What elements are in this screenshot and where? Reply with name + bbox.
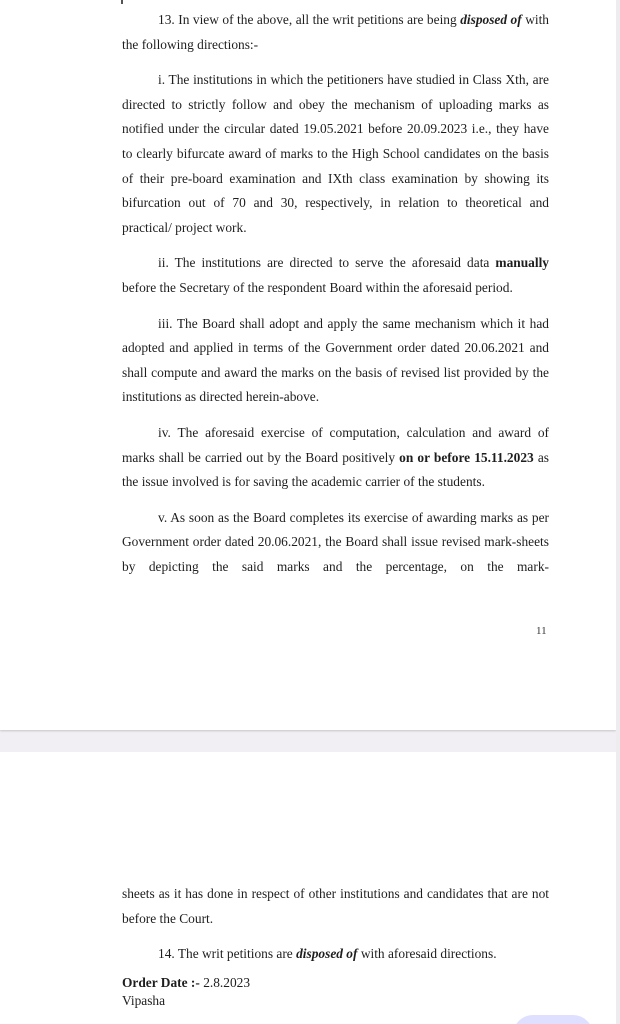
paragraph-14-suffix: with aforesaid directions. [357,946,497,962]
paragraph-14 [122,942,549,967]
floating-action-button[interactable] [513,1015,593,1024]
direction-i: i. The institutions in which the petitioners have studied in Class Xth, are directed to strictly follow and obey the mechanism of uploading marks as notified under the circular dated 19.05.2021 before 20.09.2023 i.e., they have to clearly bifurcate award of marks to the High School candidates on the basis of their pre-board examination and IXth class examination by showing its bifurcation out of 70 and 30, respectively, in relation to theoretical and practical/ project work. [122,72,549,235]
page-2-body-text [122,882,549,967]
viewer-scrollbar-track[interactable] [616,0,620,1024]
order-date-label: Order Date :- [122,975,200,990]
order-date-value: 2.8.2023 [199,975,251,990]
order-date [122,974,250,992]
paragraph-13 [122,8,549,57]
direction-ii-suffix: before the Secretary of the respondent Board within the aforesaid period. [122,279,513,295]
paragraph-13-suffix: with the following directions:- [122,12,549,52]
paragraph-14-emphasis: disposed of [296,946,358,962]
cut-off-glyph-fragment [121,0,123,4]
direction-iv-text: iv. The aforesaid exercise of computation, calculation and award of marks shall be carried out by the Board positively [122,424,549,465]
direction-v-continuation: sheets as it has done in respect of other institutions and candidates that are not before the Court. [122,886,549,926]
direction-ii [122,251,549,300]
page-body-text [122,8,549,579]
paragraph-13-text: 13. In view of the above, all the writ petitions are being [158,12,461,27]
paragraph-14-text: 14. The writ petitions are [158,946,297,962]
direction-iv [122,421,549,495]
direction-iv-suffix: as the issue involved is for saving the academic carrier of the students. [122,449,549,490]
direction-iii: iii. The Board shall adopt and apply the same mechanism which it had adopted and applied in terms of the Government order dated 20.06.2021 and shall compute and award the marks on the basis of revised list provided by the institutions as directed herein-above. [122,315,549,405]
direction-iv-emphasis: on or before 15.11.2023 [399,449,534,465]
page-number: 11 [536,625,547,637]
direction-v: v. As soon as the Board completes its exercise of awarding marks as per Government order dated 20.06.2021, the Board shall issue revised mark-sheets by depicting the said marks and the percentage, on the mark- [122,509,549,574]
direction-ii-text: ii. The institutions are directed to serve the aforesaid data [158,255,496,271]
paragraph-13-emphasis: disposed of [460,12,522,27]
direction-ii-emphasis: manually [495,255,549,271]
signatory-name: Vipasha [122,993,166,1008]
